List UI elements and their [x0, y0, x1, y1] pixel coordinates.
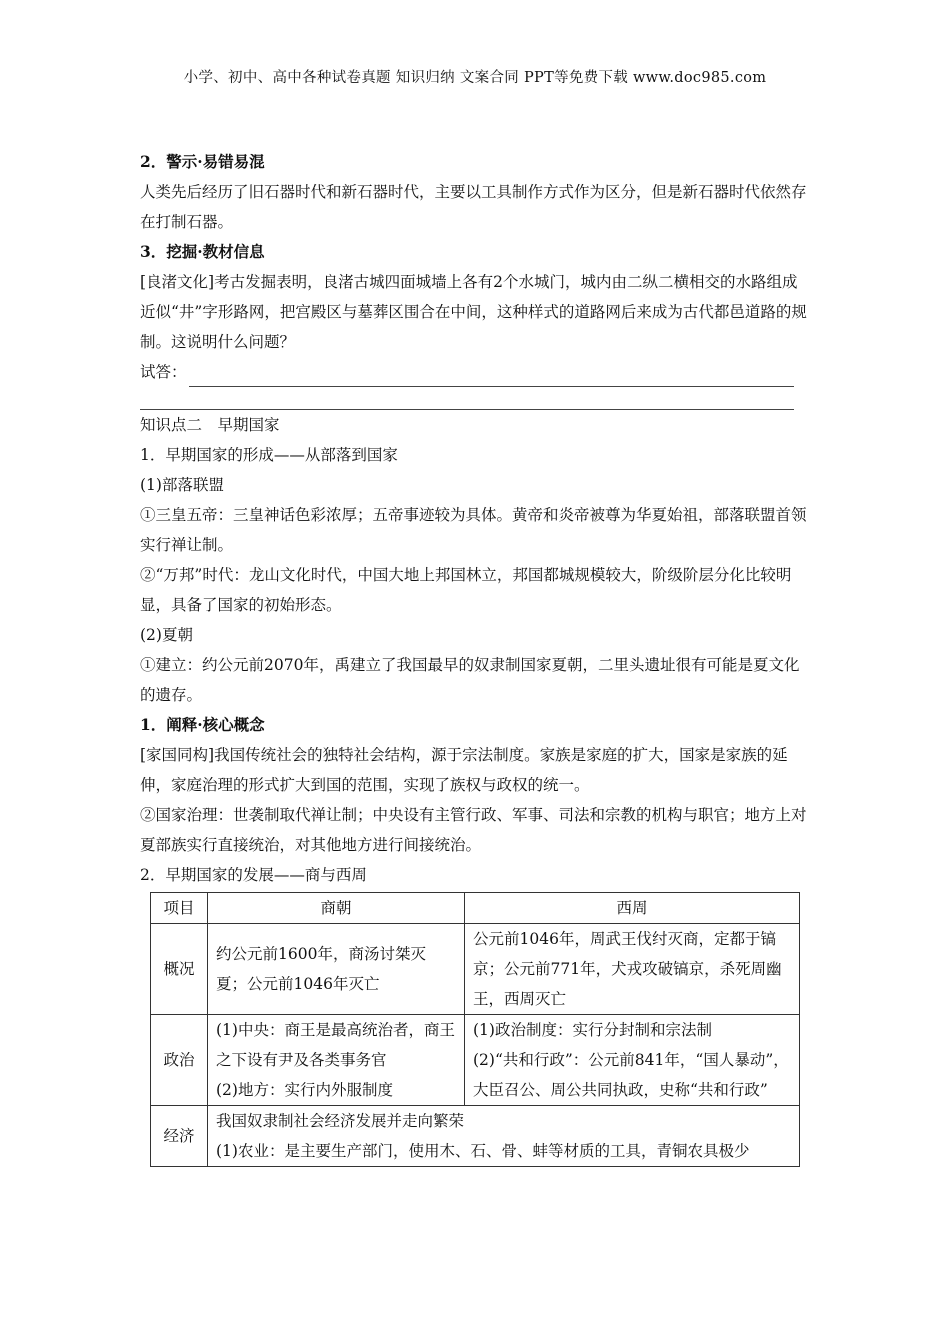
row-head-politics: 政治 [151, 1015, 208, 1106]
cell-zhou-politics [465, 1015, 800, 1106]
xia-title: (2)夏朝 [140, 626, 193, 644]
page-header: 小学、初中、高中各种试卷真题 知识归纳 文案合同 PPT等免费下载 www.doc985.com [183, 70, 767, 86]
answer-line-1[interactable] [189, 364, 794, 387]
tribe-item-1: ①三皇五帝：三皇神话色彩浓厚；五帝事迹较为具体。黄帝和炎帝被尊为华夏始祖，部落联盟首领实行禅让制。 [140, 506, 807, 554]
economy-line-2: (1)农业：是主要生产部门，使用木、石、骨、蚌等材质的工具，青铜农具极少 [216, 1142, 750, 1160]
section-warning-body: 人类先后经历了旧石器时代和新石器时代，主要以工具制作方式作为区分，但是新石器时代依然存在打制石器。 [140, 183, 807, 231]
table-row [151, 924, 800, 1015]
formation-subtitle: 1．早期国家的形成——从部落到国家 [140, 446, 398, 464]
comparison-table [150, 892, 800, 1167]
zhou-politics-2: (2)“共和行政”：公元前841年，“国人暴动”，大臣召公、周公共同执政，史称“共和行政” [473, 1051, 789, 1099]
tribe-item-2: ②“万邦”时代：龙山文化时代，中国大地上邦国林立，邦国都城规模较大，阶级阶层分化比较明显，具备了国家的初始形态。 [140, 566, 792, 614]
section-textbook-body: [良渚文化]考古发掘表明，良渚古城四面城墙上各有2个水城门，城内由二纵二横相交的水路组成近似“井”字形路网，把宫殿区与墓葬区围合在中间，这种样式的道路网后来成为古代都邑道路的规制。这说明什么问题？ [140, 273, 807, 351]
development-title: 2．早期国家的发展——商与西周 [140, 866, 367, 884]
table-row [151, 1015, 800, 1106]
tribe-title: (1)部落联盟 [140, 476, 224, 494]
knowledge-point-title: 知识点二 早期国家 [140, 416, 280, 434]
section-warning-title: 2．警示·易错易混 [140, 152, 265, 171]
economy-line-1: 我国奴隶制社会经济发展并走向繁荣 [216, 1112, 465, 1130]
cell-economy-merged [208, 1106, 800, 1167]
table-header-row [151, 893, 800, 924]
table-row [151, 1106, 800, 1167]
header-item: 项目 [151, 893, 208, 924]
xia-item-1: ①建立：约公元前2070年，禹建立了我国最早的奴隶制国家夏朝，二里头遗址很有可能是夏文化的遗存。 [140, 656, 800, 704]
shang-politics-1: (1)中央：商王是最高统治者，商王之下设有尹及各类事务官 [216, 1021, 455, 1069]
header-zhou: 西周 [465, 893, 800, 924]
row-head-economy: 经济 [151, 1106, 208, 1167]
header-shang: 商朝 [208, 893, 465, 924]
concept-title: 1．阐释·核心概念 [140, 715, 265, 734]
shang-politics-2: (2)地方：实行内外服制度 [216, 1081, 393, 1099]
concept-body-2: ②国家治理：世袭制取代禅让制；中央设有主管行政、军事、司法和宗教的机构与职官；地方上对夏部族实行直接统治，对其他地方进行间接统治。 [140, 806, 807, 854]
section-textbook-title: 3．挖掘·教材信息 [140, 242, 265, 261]
zhou-politics-1: (1)政治制度：实行分封制和宗法制 [473, 1021, 712, 1039]
cell-shang-overview: 约公元前1600年，商汤讨桀灭夏；公元前1046年灭亡 [208, 924, 465, 1015]
answer-area [140, 357, 812, 387]
row-head-overview: 概况 [151, 924, 208, 1015]
document-body [140, 147, 812, 1167]
cell-zhou-overview: 公元前1046年，周武王伐纣灭商，定都于镐京；公元前771年，犬戎攻破镐京，杀死周幽王，西周灭亡 [465, 924, 800, 1015]
cell-shang-politics [208, 1015, 465, 1106]
answer-label: 试答： [140, 363, 187, 381]
concept-body-1: [家国同构]我国传统社会的独特社会结构，源于宗法制度。家族是家庭的扩大，国家是家族的延伸，家庭治理的形式扩大到国的范围，实现了族权与政权的统一。 [140, 746, 788, 794]
